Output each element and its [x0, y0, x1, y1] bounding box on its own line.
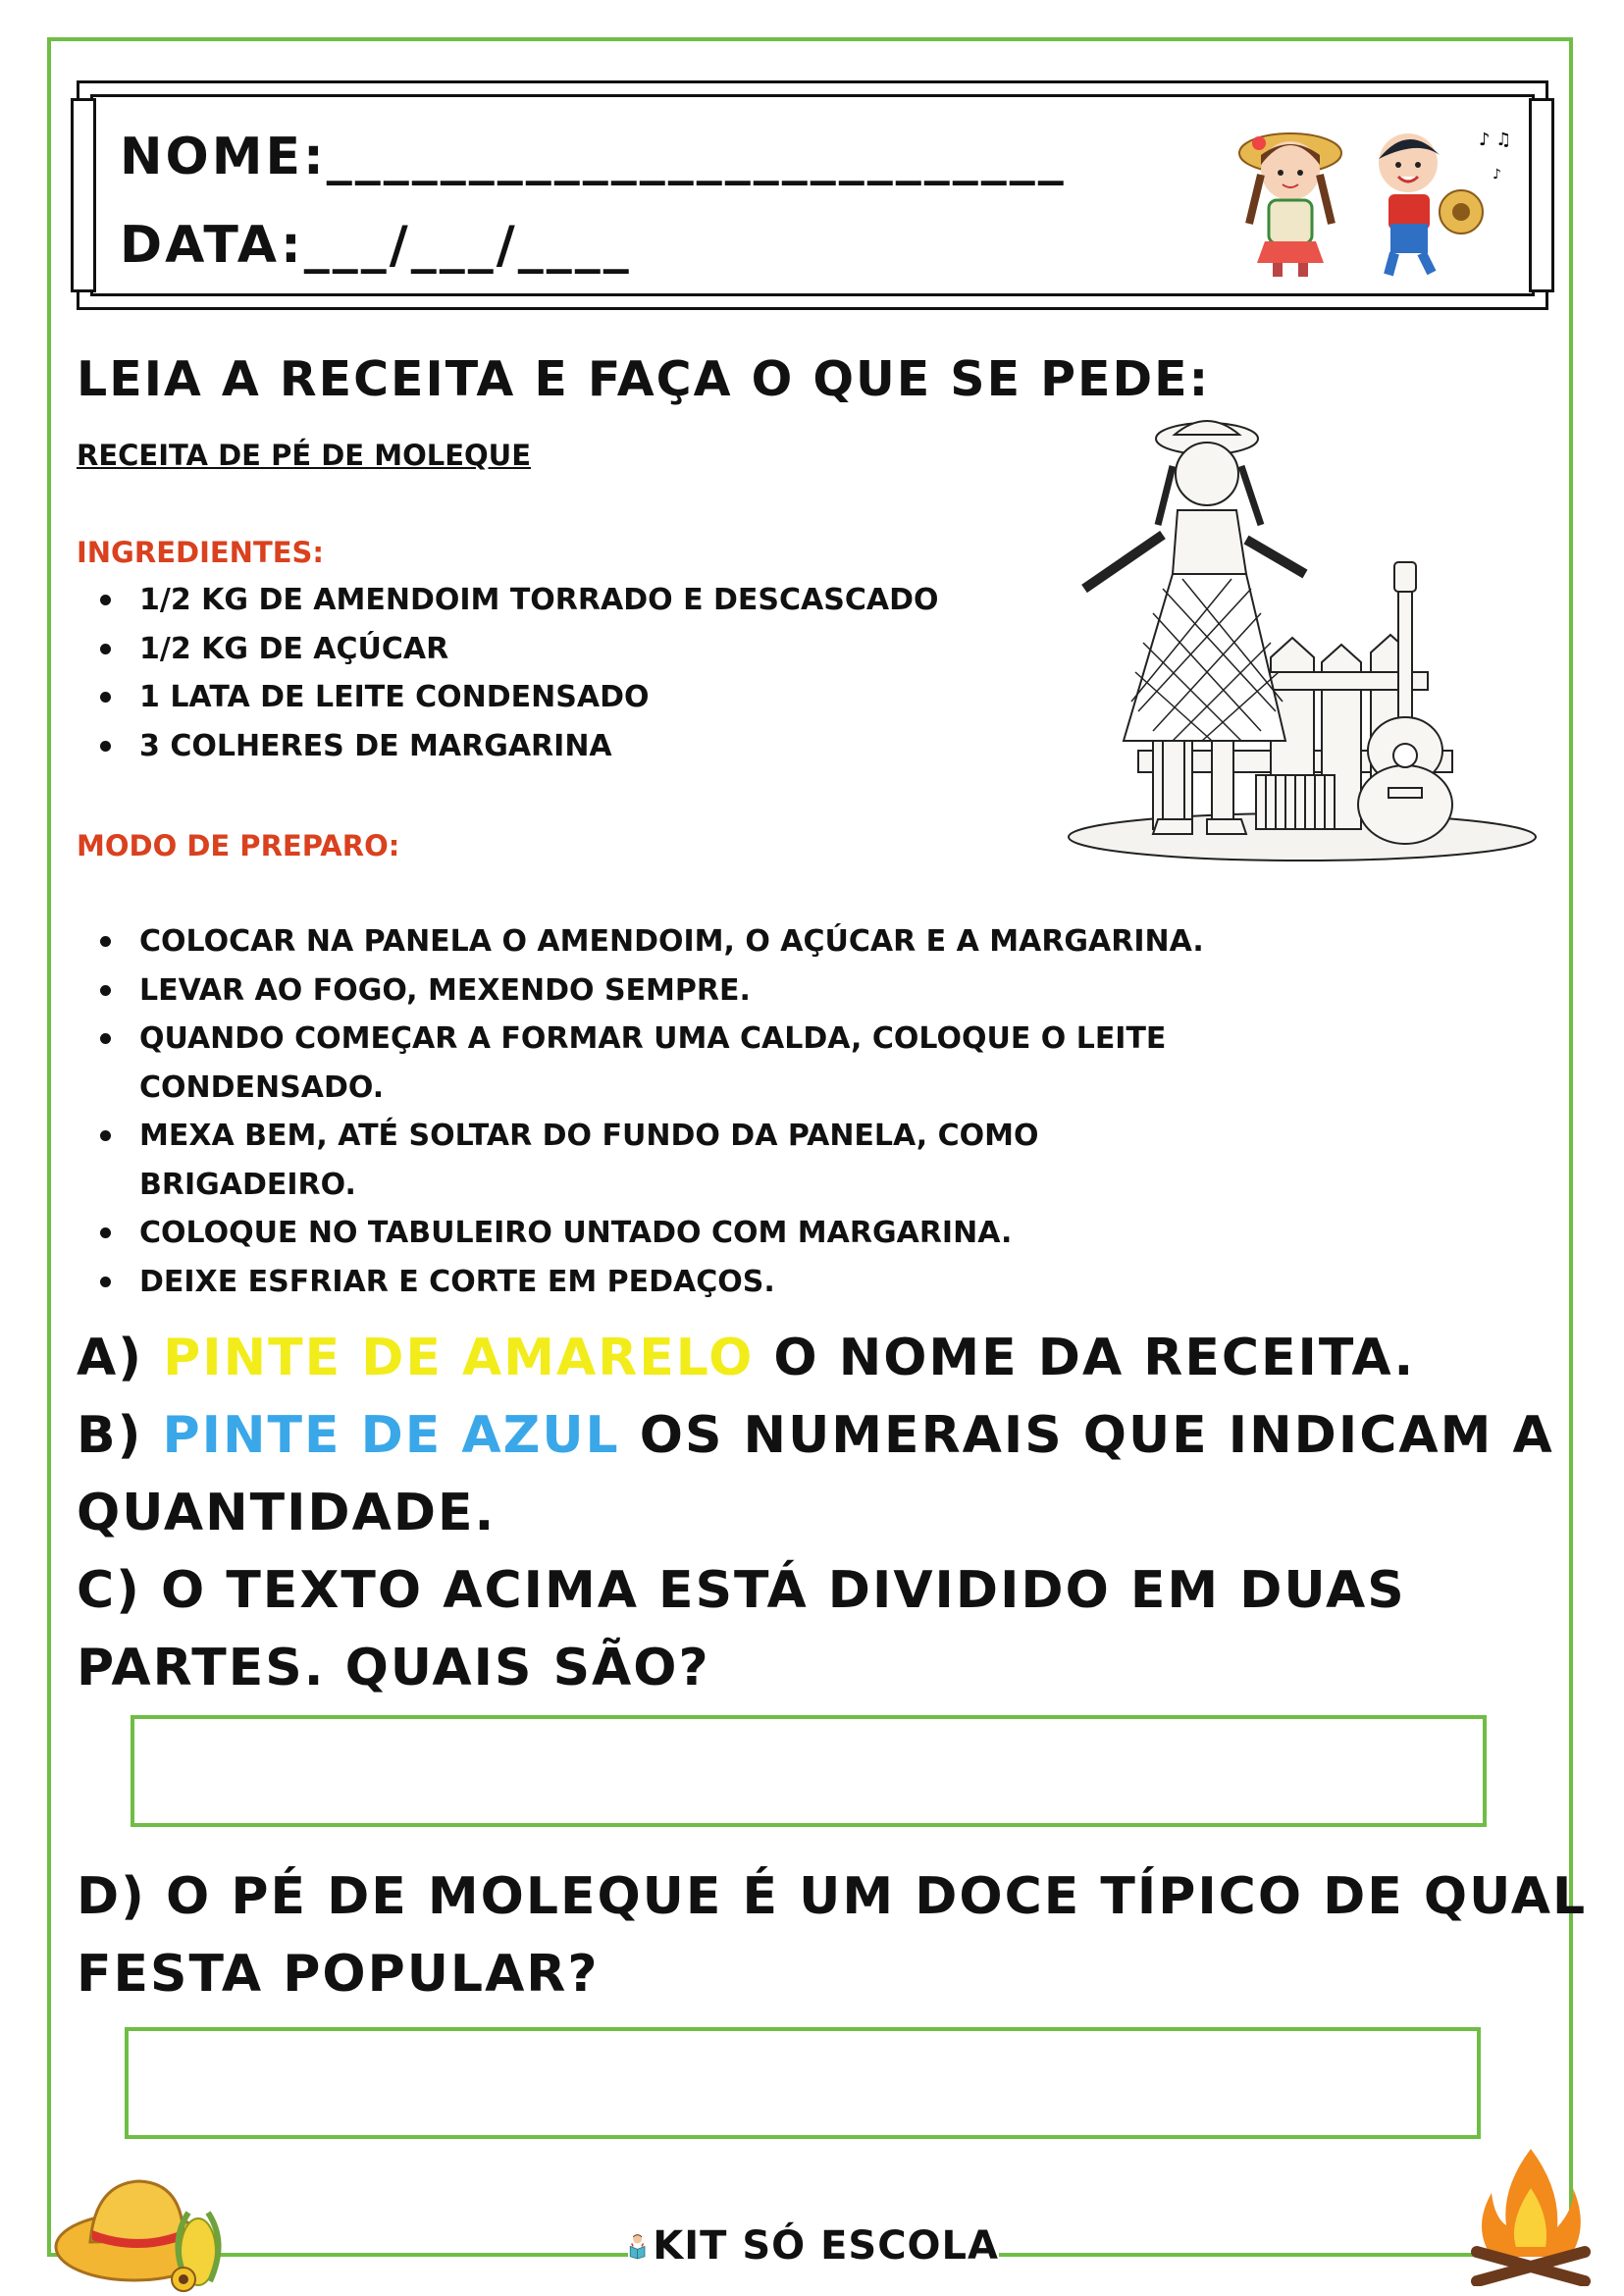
- question-a-prefix: A): [77, 1329, 144, 1387]
- bonfire-icon: [1467, 2139, 1595, 2286]
- list-item: 1 LATA DE LEITE CONDENSADO: [98, 673, 939, 722]
- answer-box-c[interactable]: [131, 1715, 1487, 1827]
- book-reader-icon: [628, 2212, 647, 2280]
- question-b-prefix: B): [77, 1406, 143, 1465]
- list-item: LEVAR AO FOGO, MEXENDO SEMPRE.: [98, 966, 1204, 1016]
- date-field[interactable]: DATA:___/___/____: [120, 216, 632, 275]
- recipe-name: RECEITA DE PÉ DE MOLEQUE: [77, 439, 532, 472]
- question-b-highlight: PINTE DE AZUL: [162, 1406, 620, 1465]
- kit-so-escola-logo: [628, 2201, 999, 2291]
- kids-festa-junina-illustration: [1222, 116, 1516, 283]
- answer-box-d[interactable]: [125, 2027, 1481, 2139]
- list-item: DEIXE ESFRIAR E CORTE EM PEDAÇOS.: [98, 1258, 1204, 1307]
- svg-text:♪ ♫: ♪ ♫: [1479, 130, 1512, 150]
- question-a: [77, 1320, 1415, 1396]
- list-item: MEXA BEM, ATÉ SOLTAR DO FUNDO DA PANELA, COMO: [98, 1112, 1204, 1161]
- question-c-line1: C) O TEXTO ACIMA ESTÁ DIVIDIDO EM DUAS: [77, 1561, 1406, 1620]
- question-a-rest: O NOME DA RECEITA.: [773, 1329, 1416, 1387]
- question-d-line1: D) O PÉ DE MOLEQUE É UM DOCE TÍPICO DE QUAL: [77, 1867, 1588, 1926]
- question-c-line2: PARTES. QUAIS SÃO?: [77, 1639, 710, 1697]
- question-b: [77, 1397, 1554, 1474]
- list-item: 3 COLHERES DE MARGARINA: [98, 722, 939, 771]
- list-item: COLOQUE NO TABULEIRO UNTADO COM MARGARINA.: [98, 1209, 1204, 1258]
- list-item: 1/2 KG DE AÇÚCAR: [98, 625, 939, 674]
- preparation-label: MODO DE PREPARO:: [77, 829, 400, 862]
- question-b-line2: QUANTIDADE.: [77, 1484, 497, 1542]
- name-field[interactable]: NOME:__________________________: [120, 128, 1067, 186]
- question-b-rest: OS NUMERAIS QUE INDICAM A: [639, 1406, 1554, 1465]
- girl-dancer-illustration: [1065, 417, 1541, 863]
- header-left-tab: [71, 98, 96, 292]
- logo-text: KIT SÓ ESCOLA: [653, 2223, 999, 2269]
- preparation-list: [98, 917, 1204, 1306]
- list-item: QUANDO COMEÇAR A FORMAR UMA CALDA, COLOQUE O LEITE: [98, 1015, 1204, 1064]
- page-title: LEIA A RECEITA E FAÇA O QUE SE PEDE:: [77, 351, 1211, 407]
- question-d-line2: FESTA POPULAR?: [77, 1945, 600, 2004]
- question-a-highlight: PINTE DE AMARELO: [163, 1329, 755, 1387]
- header-right-tab: [1529, 98, 1554, 292]
- list-item: 1/2 KG DE AMENDOIM TORRADO E DESCASCADO: [98, 576, 939, 625]
- straw-hat-icon: [51, 2154, 247, 2296]
- list-item-continuation: BRIGADEIRO.: [139, 1167, 356, 1202]
- list-item: COLOCAR NA PANELA O AMENDOIM, O AÇÚCAR E A MARGARINA.: [98, 917, 1204, 966]
- ingredients-label: INGREDIENTES:: [77, 536, 325, 569]
- ingredients-list: [98, 576, 939, 770]
- svg-text:♪: ♪: [1493, 167, 1501, 183]
- list-item-continuation: CONDENSADO.: [139, 1070, 385, 1105]
